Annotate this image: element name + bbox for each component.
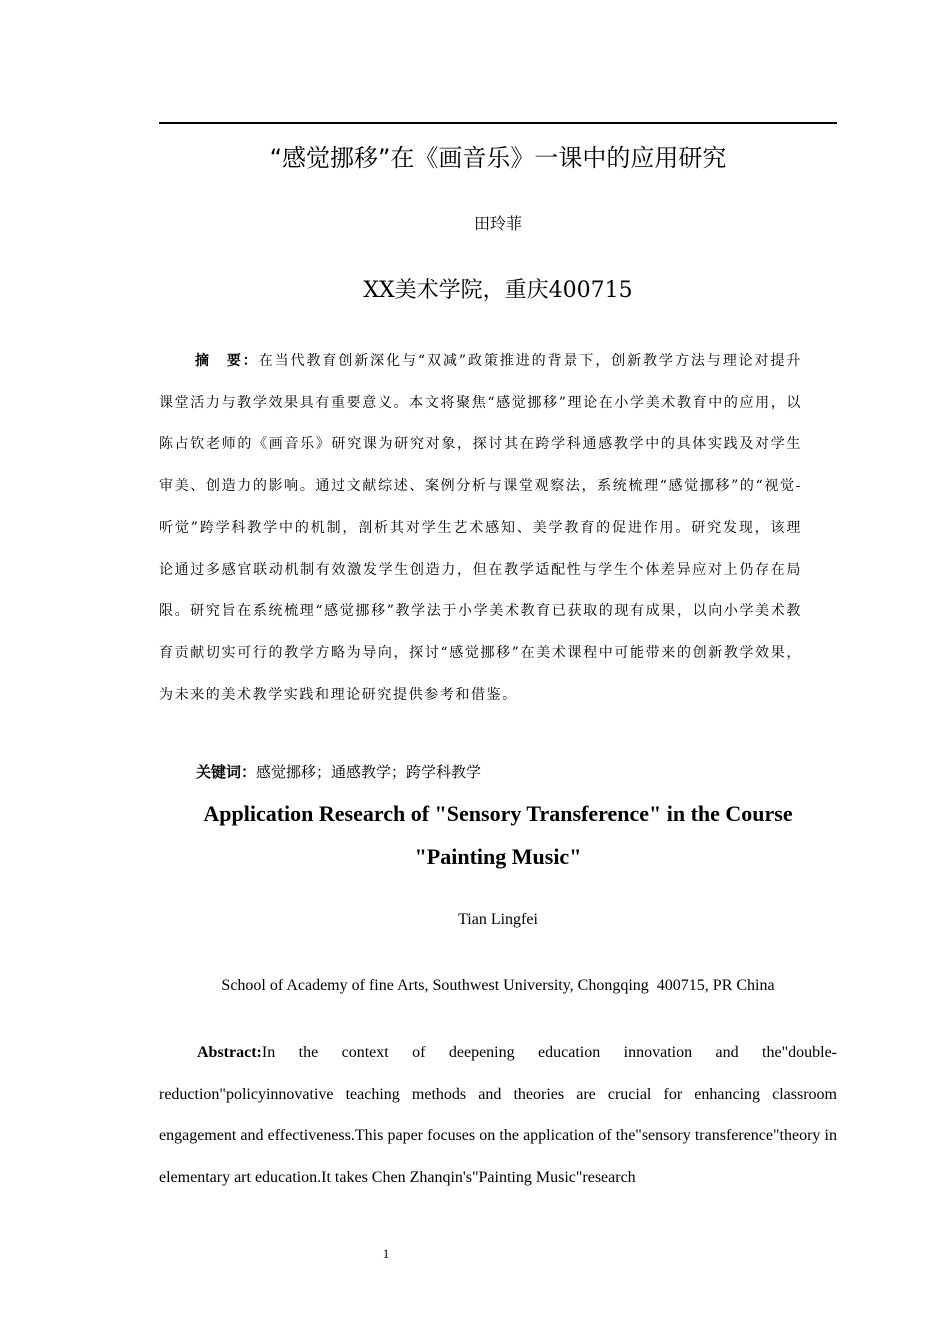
chinese-author: 田玲菲 [473, 214, 522, 233]
chinese-abstract [159, 341, 802, 716]
english-abstract-label: Abstract: [197, 1044, 262, 1061]
english-title: Application Research of "Sensory Transference" in the Course "Painting Music" [203, 801, 793, 869]
english-abstract [159, 1032, 837, 1198]
english-author: Tian Lingfei [458, 911, 538, 928]
chinese-keywords-text: 感觉挪移；通感教学；跨学科教学 [256, 763, 482, 781]
english-affiliation: School of Academy of fine Arts, Southwest University, Chongqing 400715, PR China [221, 977, 775, 994]
chinese-abstract-text: 在当代教育创新深化与“双减”政策推进的背景下，创新教学方法与理论对提升课堂活力与教学效果具有重要意义。本文将聚焦“感觉挪移”理论在小学美术教育中的应用，以陈占钦老师的《画音乐》研究课为研究对象，探讨其在跨学科通感教学中的具体实践及对学生审美、创造力的影响。通过文献综述、案例分析与课堂观察法，系统梳理“感觉挪移”的“视觉-听觉”跨学科教学中的机制，剖析其对学生艺术感知、美学教育的促进作用。研究发现，该理论通过多感官联动机制有效激发学生创造力，但在教学适配性与学生个体差异应对上仍存在局限。研究旨在系统梳理“感觉挪移”教学法于小学美术教育已获取的现有成果，以向小学美术教育贡献切实可行的教学方略为导向，探讨“感觉挪移”在美术课程中可能带来的创新教学效果，为未来的美术教学实践和理论研究提供参考和借鉴。 [159, 353, 803, 703]
page-number: 1 [382, 1246, 390, 1261]
english-abstract-text: In the context of deepening education innovation and the"double-reduction"policyinnovative teaching methods and theories are crucial for enhancing classroom engagement and effectiveness.This paper focuses on the application of the"sensory transference"theory in elementary art education.It takes Chen Zhanqin's"Painting Music"research [159, 1044, 837, 1186]
header-rule [159, 122, 837, 124]
chinese-keywords [196, 758, 481, 786]
chinese-abstract-label: 摘 要： [195, 353, 259, 369]
chinese-title: “感觉挪移”在《画音乐》一课中的应用研究 [269, 144, 727, 172]
chinese-affiliation: XX美术学院，重庆400715 [363, 278, 633, 303]
chinese-keywords-label: 关键词： [196, 763, 257, 781]
